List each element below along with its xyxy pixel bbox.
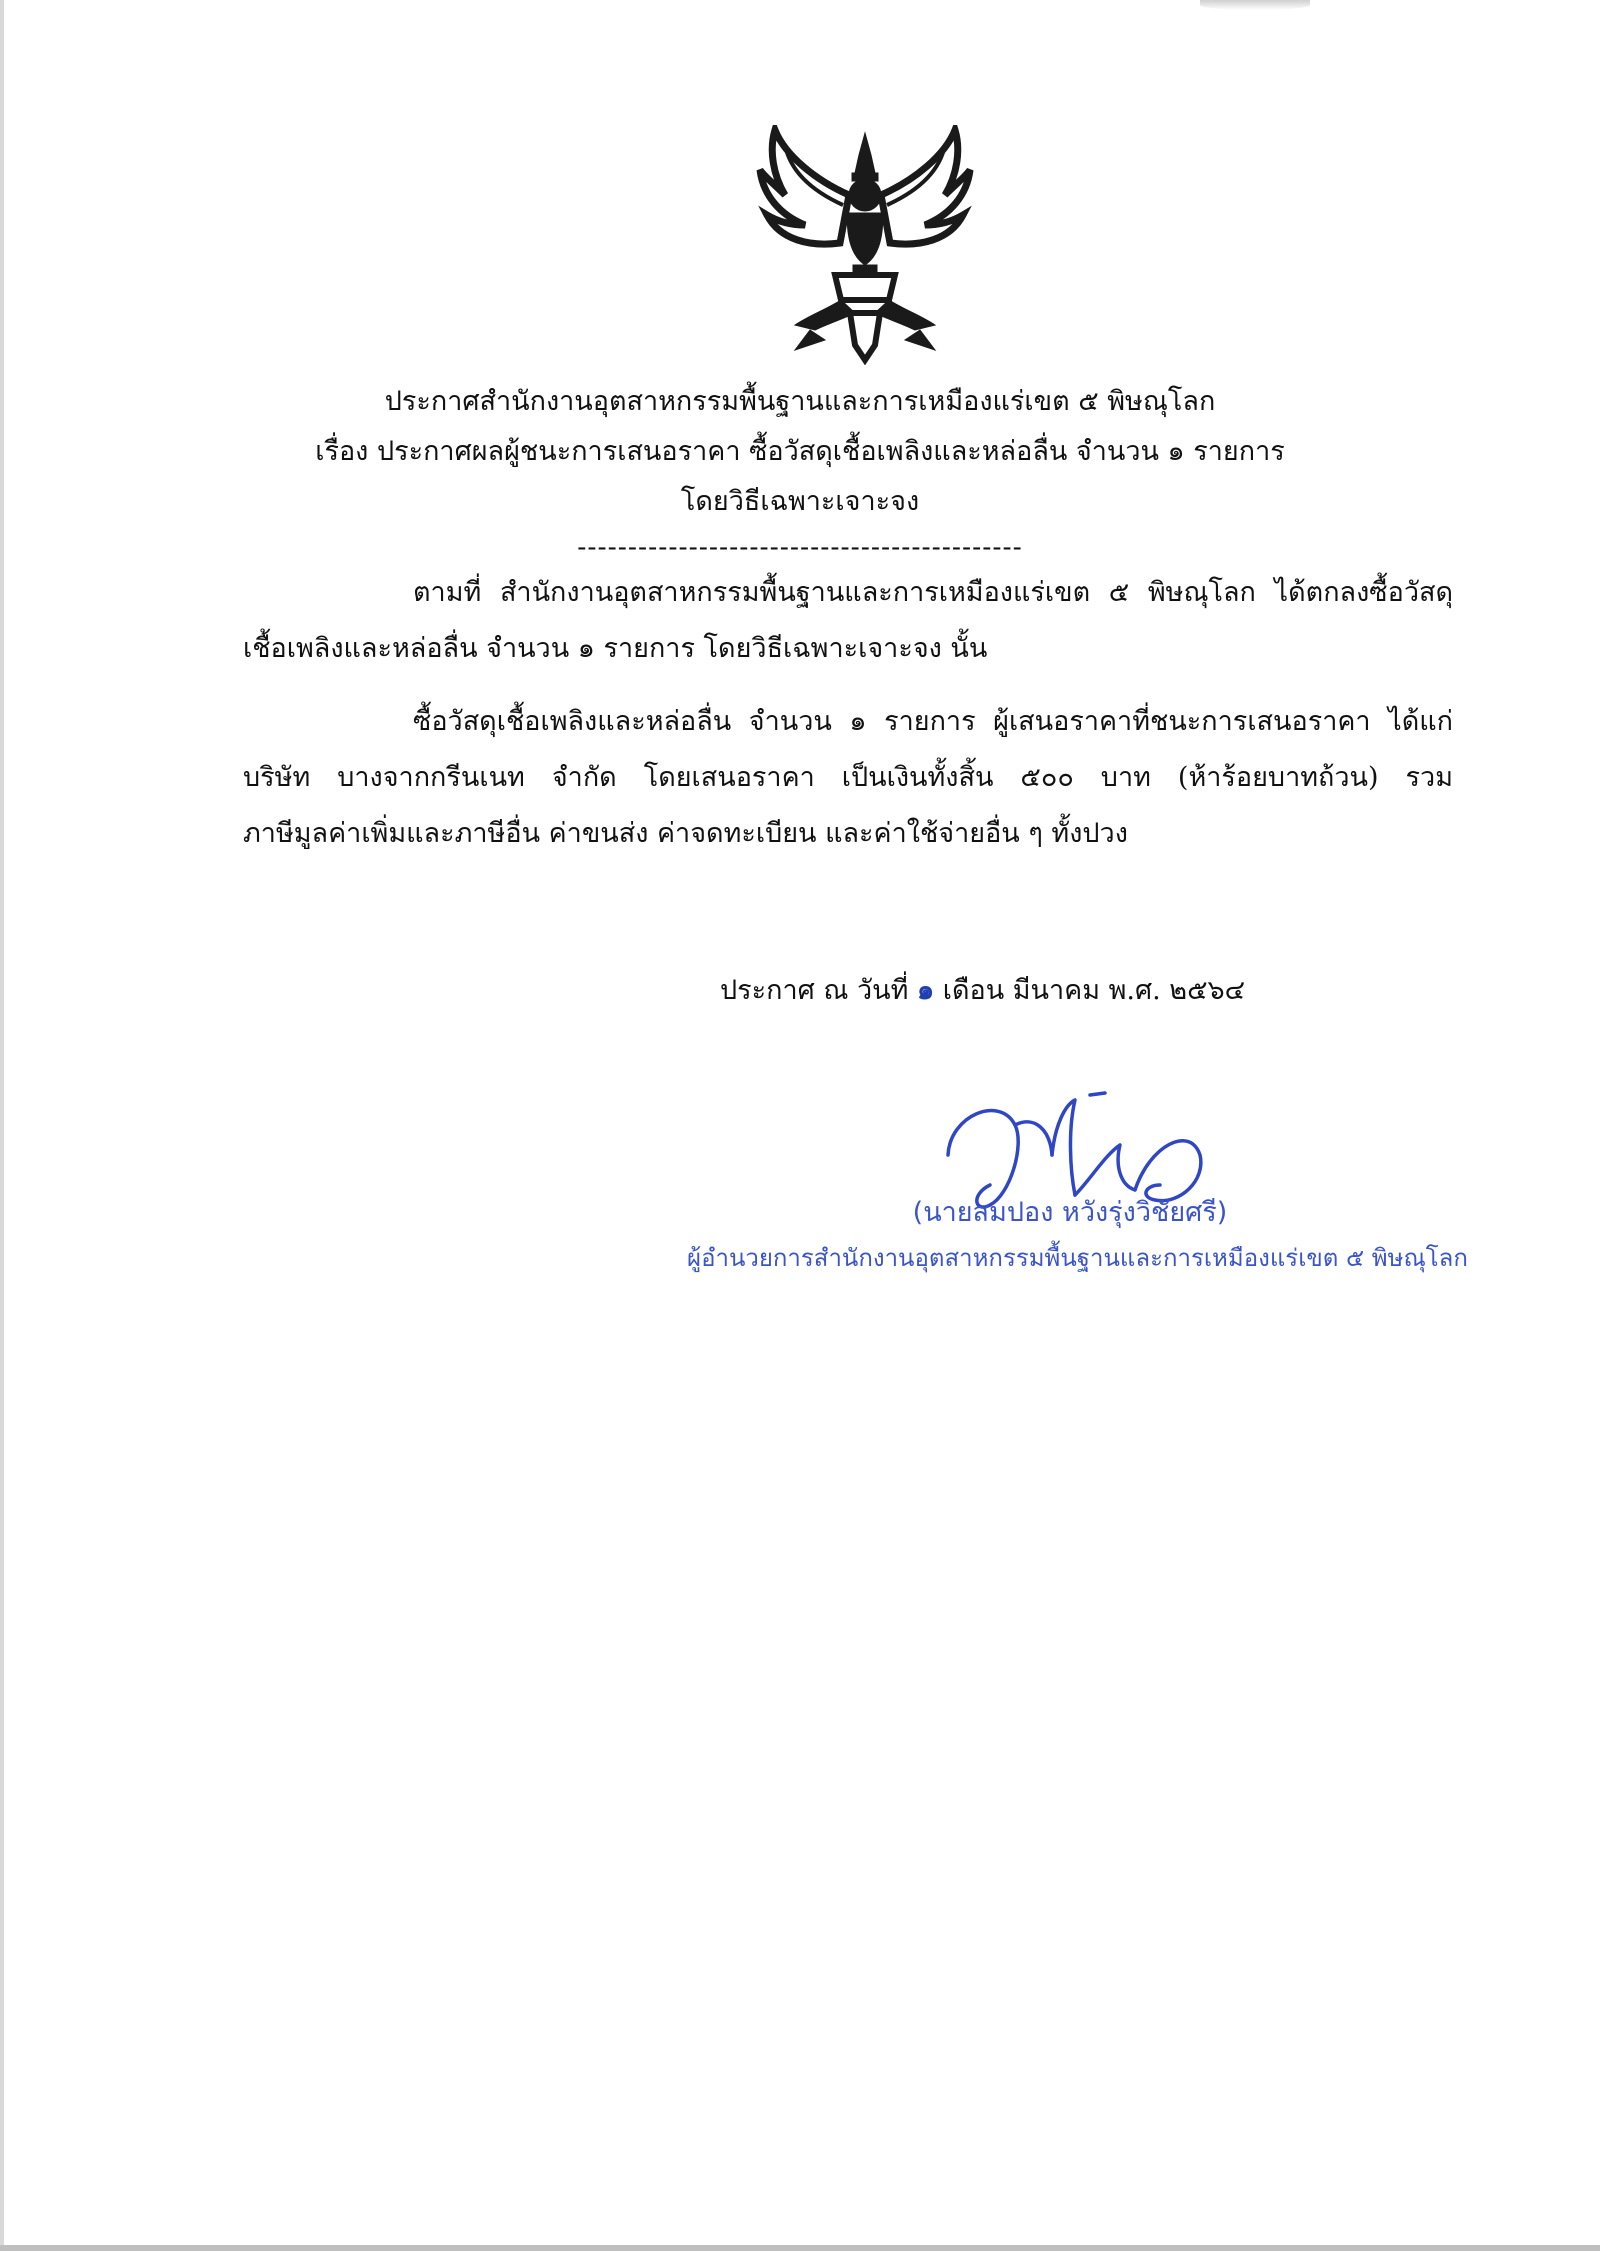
date-suffix: เดือน มีนาคม พ.ศ. ๒๕๖๔ <box>934 975 1246 1006</box>
paragraph-award <box>243 694 1453 862</box>
date-prefix: ประกาศ ณ วันที่ <box>720 975 918 1006</box>
announcement-title: ประกาศสำนักงานอุตสาหกรรมพื้นฐานและการเหมืองแร่เขต ๕ พิษณุโลก <box>384 386 1216 417</box>
paragraph-line: เชื้อเพลิงและหล่อลื่น จำนวน ๑ รายการ โดยวิธีเฉพาะเจาะจง นั้น <box>243 633 988 664</box>
scan-edge-bottom <box>0 2245 1600 2251</box>
date-day: ๑ <box>917 975 935 1006</box>
signatory-name: (นายสมปอง หวังรุ่งวิชัยศรี) <box>912 1197 1228 1228</box>
separator-rule: -------------------------------------------- <box>577 532 1023 563</box>
paragraph-line: บริษัท บางจากกรีนเนท จำกัด โดยเสนอราคา เป็นเงินทั้งสิ้น ๕๐๐ บาท (ห้าร้อยบาทถ้วน) รวม <box>243 762 1453 793</box>
garuda-emblem <box>755 125 975 365</box>
signatory-position: ผู้อำนวยการสำนักงานอุตสาหกรรมพื้นฐานและการเหมืองแร่เขต ๕ พิษณุโลก <box>687 1244 1468 1272</box>
paragraph-background <box>243 565 1453 677</box>
procurement-method: โดยวิธีเฉพาะเจาะจง <box>680 486 920 517</box>
paragraph-line: ภาษีมูลค่าเพิ่มและภาษีอื่น ค่าขนส่ง ค่าจดทะเบียน และค่าใช้จ่ายอื่น ๆ ทั้งปวง <box>243 818 1128 849</box>
paragraph-line: ตามที่ สำนักงานอุตสาหกรรมพื้นฐานและการเหมืองแร่เขต ๕ พิษณุโลก ได้ตกลงซื้อวัสดุ <box>413 577 1453 608</box>
paragraph-line: ซื้อวัสดุเชื้อเพลิงและหล่อลื่น จำนวน ๑ รายการ ผู้เสนอราคาที่ชนะการเสนอราคา ได้แก่ <box>413 706 1453 737</box>
scan-edge-left <box>0 0 4 2251</box>
announcement-date <box>720 973 1245 1009</box>
announcement-subject: เรื่อง ประกาศผลผู้ชนะการเสนอราคา ซื้อวัสดุเชื้อเพลิงและหล่อลื่น จำนวน ๑ รายการ <box>315 436 1285 467</box>
scan-edge-shadow <box>1200 0 1310 10</box>
